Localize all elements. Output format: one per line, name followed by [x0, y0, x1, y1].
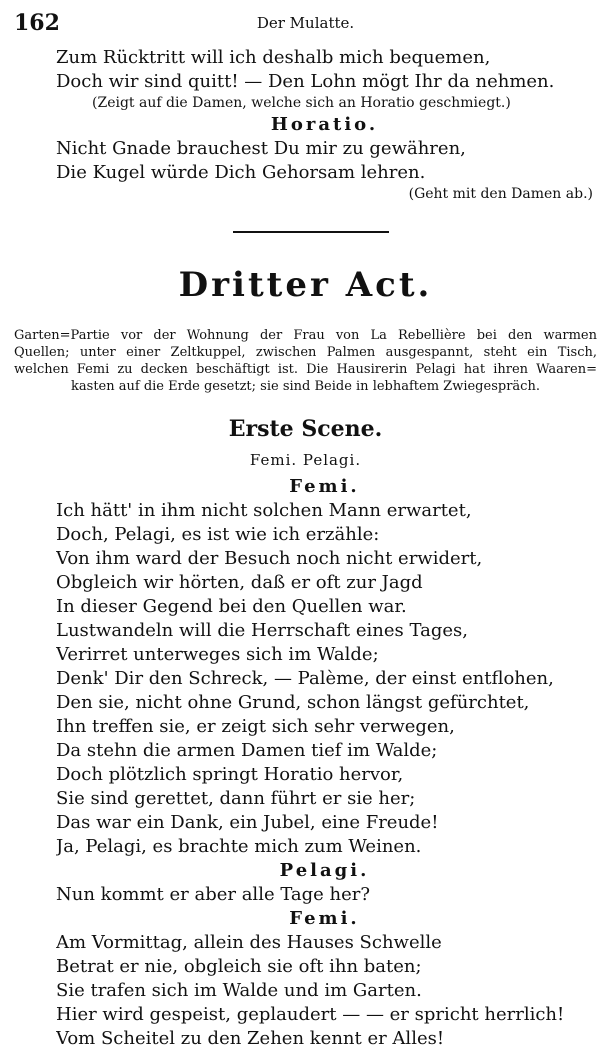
setting-line: welchen Femi zu decken beschäftigt ist. Die Hausirerin Pelagi hat ihren Waaren=: [14, 362, 597, 377]
verse-line: Hier wird gespeist, geplaudert — — er spricht herrlich!: [56, 1004, 565, 1025]
page-header: [14, 10, 597, 38]
verse-line: Ihn treffen sie, er zeigt sich sehr verwegen,: [56, 716, 455, 737]
speaker-name: Pelagi.: [279, 860, 370, 881]
running-title: Der Mulatte.: [256, 14, 355, 32]
speaker-name: Femi.: [289, 476, 360, 497]
scene-title: Erste Scene.: [228, 416, 383, 442]
page-number: 162: [14, 10, 60, 36]
speaker-name: Horatio.: [270, 114, 379, 135]
verse-line: In dieser Gegend bei den Quellen war.: [56, 596, 407, 617]
verse-line: Verirret unterweges sich im Walde;: [56, 644, 379, 665]
verse-line: Die Kugel würde Dich Gehorsam lehren.: [56, 162, 426, 183]
setting-line: kasten auf die Erde gesetzt; sie sind Beide in lebhaftem Zwiegespräch.: [71, 379, 540, 394]
verse-line: Ja, Pelagi, es brachte mich zum Weinen.: [56, 836, 422, 857]
verse-line: Das war ein Dank, ein Jubel, eine Freude!: [56, 812, 439, 833]
verse-line: Sie trafen sich im Walde und im Garten.: [56, 980, 422, 1001]
verse-line: Am Vormittag, allein des Hauses Schwelle: [56, 932, 442, 953]
verse-line: Nicht Gnade brauchest Du mir zu gewähren,: [56, 138, 466, 159]
setting-line: Garten=Partie vor der Wohnung der Frau von La Rebellière bei den warmen: [14, 328, 597, 343]
verse-line: Doch, Pelagi, es ist wie ich erzähle:: [56, 524, 380, 545]
verse-block-top: [56, 46, 593, 204]
verse-line: Ich hätt' in ihm nicht solchen Mann erwartet,: [56, 500, 472, 521]
verse-line: Von ihm ward der Besuch noch nicht erwidert,: [56, 548, 483, 569]
verse-line: Sie sind gerettet, dann führt er sie her;: [56, 788, 416, 809]
verse-line: Nun kommt er aber alle Tage her?: [56, 884, 371, 905]
verse-line: Den sie, nicht ohne Grund, schon längst gefürchtet,: [56, 692, 530, 713]
verse-line: Da stehn die armen Damen tief im Walde;: [56, 740, 438, 761]
dialogue-block: [56, 475, 593, 1051]
section-divider: [233, 231, 389, 233]
stage-direction: (Zeigt auf die Damen, welche sich an Horatio geschmiegt.): [92, 95, 511, 111]
verse-line: Denk' Dir den Schreck, — Palème, der einst entflohen,: [56, 668, 554, 689]
setting-description: [14, 327, 597, 395]
verse-line: Doch plötzlich springt Horatio hervor,: [56, 764, 404, 785]
act-title: Dritter Act.: [178, 265, 433, 305]
verse-line: Lustwandeln will die Herrschaft eines Tages,: [56, 620, 468, 641]
verse-line: Betrat er nie, obgleich sie oft ihn baten;: [56, 956, 422, 977]
verse-line: Doch wir sind quitt! — Den Lohn mögt Ihr da nehmen.: [56, 71, 555, 92]
verse-line: Obgleich wir hörten, daß er oft zur Jagd: [56, 572, 423, 593]
scene-persons: Femi. Pelagi.: [249, 451, 362, 469]
verse-line: Vom Scheitel zu den Zehen kennt er Alles!: [56, 1028, 445, 1049]
speaker-name: Femi.: [289, 908, 360, 929]
stage-direction: (Geht mit den Damen ab.): [408, 186, 593, 202]
setting-line: Quellen; unter einer Zeltkuppel, zwischen Palmen ausgespannt, steht ein Tisch,: [14, 345, 597, 360]
verse-line: Zum Rücktritt will ich deshalb mich bequemen,: [56, 47, 491, 68]
